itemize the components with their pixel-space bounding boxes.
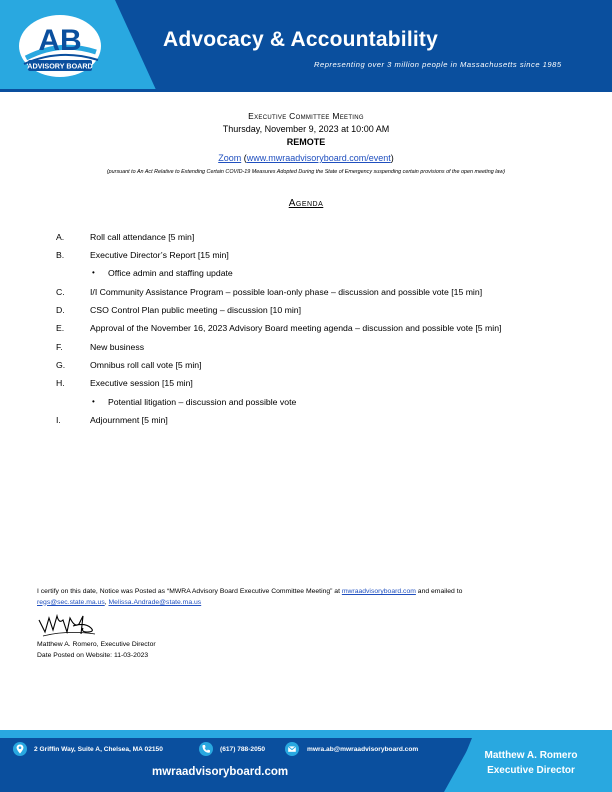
agenda-letter: H. <box>56 378 65 388</box>
agenda-text: Approval of the November 16, 2023 Advisory Board meeting agenda – discussion and possible vote [5 min] <box>90 323 502 333</box>
footer-address: 2 Griffin Way, Suite A, Chelsea, MA 02150 <box>34 746 163 753</box>
agenda-letter: G. <box>56 360 66 370</box>
meeting-title: Executive Committee Meeting <box>248 111 364 121</box>
logo-subtext: ADVISORY BOARD <box>27 61 93 71</box>
meeting-links <box>0 153 612 163</box>
agenda-text: Omnibus roll call vote [5 min] <box>90 360 202 370</box>
agenda-text: New business <box>90 342 145 352</box>
event-link[interactable]: www.mwraadvisoryboard.com/event <box>246 153 391 163</box>
meeting-date: Thursday, November 9, 2023 at 10:00 AM <box>222 124 390 134</box>
agenda-text: Adjournment [5 min] <box>90 415 168 425</box>
agenda-letter: E. <box>56 323 65 333</box>
bullet: • <box>92 397 95 406</box>
zoom-link[interactable]: Zoom <box>218 153 242 163</box>
signer-name: Matthew A. Romero, Executive Director <box>37 641 156 648</box>
header-rule <box>0 89 612 92</box>
agenda-letter: F. <box>56 342 63 352</box>
cert-text-part1: I certify on this date, Notice was Posted as “MWRA Advisory Board Executive Committee Meeting” at <box>37 588 342 595</box>
agenda-text: I/I Community Assistance Program – possible loan-only phase – discussion and possible vote [15 min] <box>90 287 483 297</box>
page-header <box>0 0 612 92</box>
agenda-text: Executive session [15 min] <box>90 378 193 388</box>
regs-email-link[interactable]: regs@sec.state.ma.us <box>37 598 105 606</box>
link-close-paren: ) <box>390 153 394 163</box>
link-open-paren: ( <box>241 153 247 163</box>
footer-email: mwra.ab@mwraadvisoryboard.com <box>307 746 419 753</box>
agenda-letter: B. <box>56 250 65 260</box>
footer-phone: (617) 788-2050 <box>220 746 266 753</box>
agenda-letter: C. <box>56 287 65 297</box>
agenda-text: CSO Control Plan public meeting – discussion [10 min] <box>90 305 302 315</box>
header-title: Advocacy & Accountability <box>163 28 438 51</box>
signature-graphic <box>37 610 99 640</box>
bullet: • <box>92 268 95 277</box>
agenda-text: Roll call attendance [5 min] <box>90 232 195 242</box>
handwritten-signature <box>37 610 99 640</box>
email-icon <box>285 742 299 756</box>
agenda-letter: D. <box>56 305 65 315</box>
subitem-text: Potential litigation – discussion and possible vote <box>108 397 297 407</box>
phone-icon <box>199 742 213 756</box>
cert-text-part2: and emailed to <box>415 588 463 595</box>
footer-director-role: Executive Director <box>487 765 575 776</box>
header-tagline: Representing over 3 million people in Massachusetts since 1985 <box>314 60 562 69</box>
melissa-email-link[interactable]: Melissa.Andrade@state.ma.us <box>108 598 202 606</box>
agenda-letter: I. <box>56 415 61 425</box>
subitem-text: Office admin and staffing update <box>108 268 233 278</box>
meeting-mode: REMOTE <box>286 137 326 147</box>
site-link[interactable]: mwraadvisoryboard.com <box>341 588 416 595</box>
location-pin-icon <box>13 742 27 756</box>
cert-separator: , <box>104 598 109 606</box>
footer-website: mwraadvisoryboard.com <box>152 766 289 778</box>
logo-letters: AB <box>38 24 82 57</box>
agenda-text: Executive Director’s Report [15 min] <box>90 250 229 260</box>
date-posted: Date Posted on Website: 11-03-2023 <box>37 652 149 659</box>
certification-text <box>37 587 582 608</box>
logo-graphic <box>18 14 102 78</box>
agenda-letter: A. <box>56 232 65 242</box>
agenda-heading: Agenda <box>288 198 324 209</box>
advisory-board-logo <box>18 14 102 78</box>
footer-director-name: Matthew A. Romero <box>484 750 578 761</box>
open-meeting-law-note: (pursuant to An Act Relative to Extending Certain COVID-19 Measures Adopted During the State of Emergency suspending certain provisions of the open meeting law) <box>106 169 506 175</box>
